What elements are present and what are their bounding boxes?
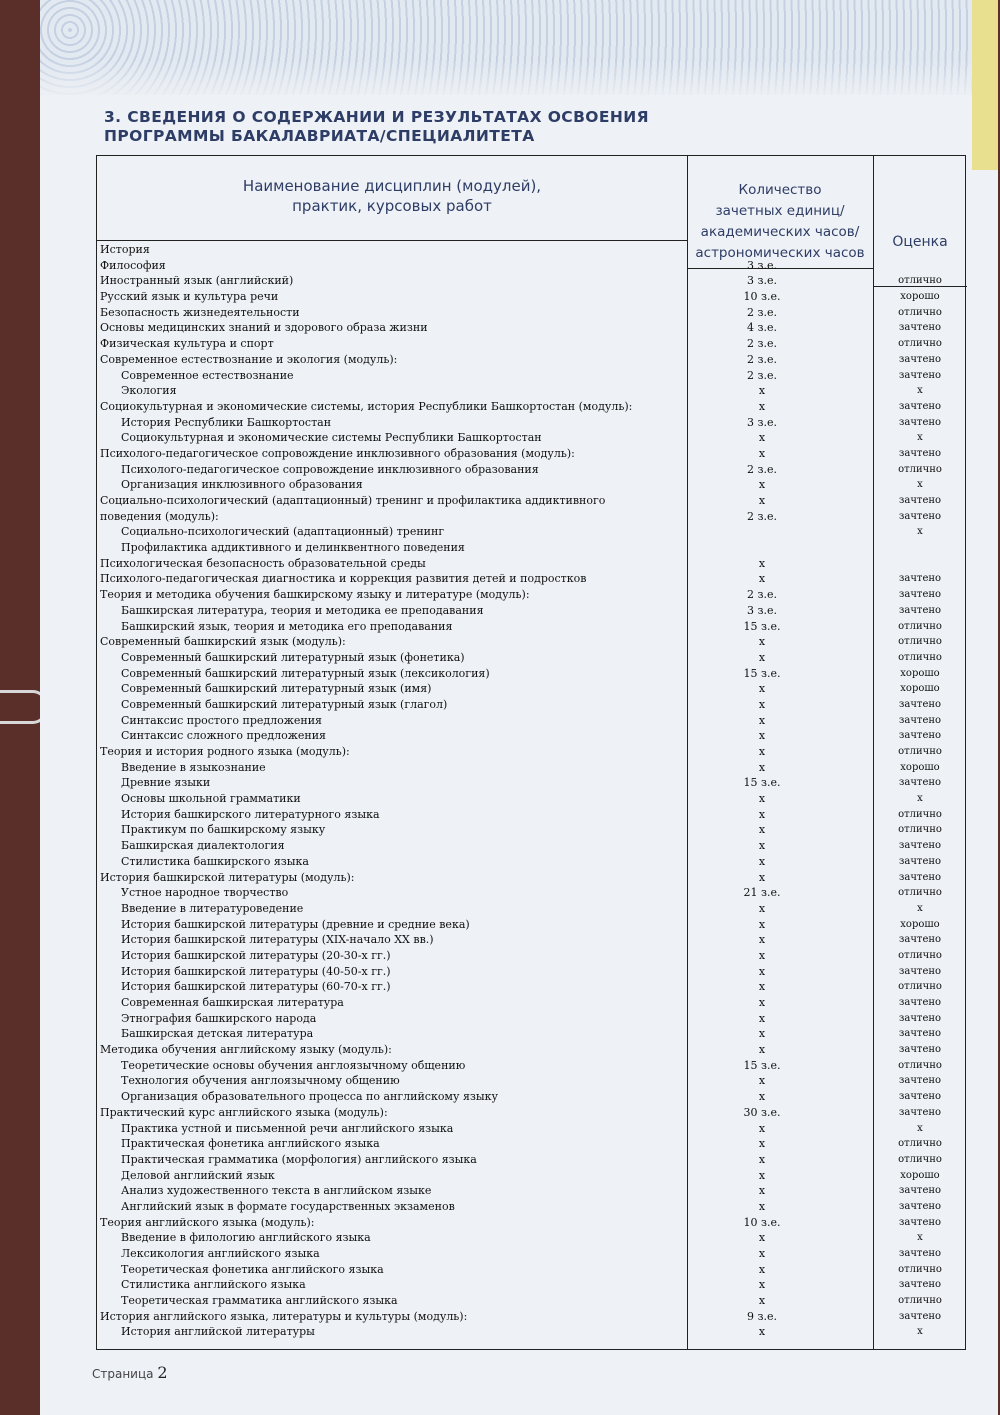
credits-cell: х [758, 807, 766, 821]
grade-cell: зачтено [898, 495, 942, 506]
table-row [97, 917, 967, 933]
credits-cell: 3 з.е. [747, 258, 777, 272]
discipline-name: Современный башкирский литературный язык (лексикология) [121, 666, 490, 680]
credits-cell: 9 з.е. [747, 1309, 777, 1323]
table-row [97, 1324, 967, 1340]
table-row [97, 462, 967, 478]
grade-cell: хорошо [900, 291, 940, 303]
table-row [97, 603, 967, 619]
credits-cell: х [758, 1152, 766, 1166]
discipline-name: Безопасность жизнедеятельности [100, 305, 300, 319]
table-row [97, 838, 967, 854]
credits-cell: х [758, 901, 766, 915]
discipline-name: Социально-психологический (адаптационный) тренинг и профилактика аддиктивного [100, 494, 606, 507]
credits-cell: х [758, 980, 766, 994]
table-row [97, 634, 967, 650]
discipline-name: Организация образовательного процесса по английскому языку [121, 1090, 499, 1104]
grade-cell: отлично [898, 275, 942, 287]
discipline-name: История башкирской литературы (XIX-начало XX вв.) [121, 933, 434, 947]
table-row [97, 1105, 967, 1121]
grade-cell: хорошо [900, 1169, 940, 1181]
grade-cell: зачтено [898, 1044, 942, 1056]
discipline-name: Анализ художественного текста в английском языке [121, 1184, 432, 1198]
credits-cell: х [758, 933, 766, 947]
grade-cell: х [917, 1232, 923, 1244]
grade-cell: х [917, 1326, 923, 1338]
discipline-name: Основы медицинских знаний и здорового образа жизни [100, 321, 428, 335]
grade-cell: зачтено [898, 1310, 942, 1322]
table-row [97, 791, 967, 807]
table-row [97, 1230, 967, 1246]
grade-cell: отлично [898, 981, 942, 993]
grade-cell: зачтено [898, 1216, 942, 1228]
discipline-name: История английского языка, литературы и культуры (модуль): [100, 1309, 468, 1323]
table-row [97, 430, 967, 446]
discipline-name: Стилистика английского языка [121, 1278, 306, 1292]
table-row [97, 728, 967, 744]
discipline-name: Методика обучения английскому языку (модуль): [100, 1043, 392, 1057]
grade-cell: зачтено [898, 573, 942, 585]
table-row [97, 509, 967, 525]
discipline-name: Психолого-педагогическое сопровождение инклюзивного образования (модуль): [100, 446, 575, 460]
page-label: Страница [92, 1367, 154, 1381]
grade-cell: хорошо [900, 667, 940, 679]
grade-cell: отлично [898, 1153, 942, 1165]
table-row [97, 368, 967, 384]
grade-cell: зачтено [898, 400, 942, 412]
credits-cell: 2 з.е. [747, 352, 777, 366]
table-row [97, 571, 967, 587]
table-row [97, 1073, 967, 1089]
table-row [97, 1199, 967, 1215]
grade-cell: отлично [898, 651, 942, 663]
credits-cell: х [758, 870, 766, 884]
grade-cell: зачтено [898, 322, 942, 334]
discipline-name: Современное естествознание [121, 368, 294, 382]
discipline-name: Современный башкирский литературный язык (фонетика) [121, 650, 465, 664]
discipline-name: Философия [100, 258, 166, 272]
table-row [97, 289, 967, 305]
discipline-name: Башкирский язык, теория и методика его преподавания [121, 619, 453, 633]
discipline-name: Основы школьной грамматики [121, 792, 301, 806]
table-row [97, 822, 967, 838]
credits-cell: 2 з.е. [747, 509, 777, 523]
grade-cell: зачтено [898, 714, 942, 726]
grade-cell: зачтено [898, 510, 942, 522]
grade-cell: хорошо [900, 761, 940, 773]
grade-cell: зачтено [898, 1091, 942, 1103]
credits-cell: х [758, 792, 766, 806]
grade-cell: отлично [898, 808, 942, 820]
discipline-name: Современный башкирский литературный язык (имя) [121, 682, 432, 696]
grade-cell: отлично [898, 463, 942, 475]
discipline-name: История английской литературы [121, 1325, 315, 1339]
grade-cell: отлично [898, 746, 942, 757]
grade-cell: отлично [898, 1138, 942, 1150]
table-row [97, 399, 967, 415]
discipline-name: Социокультурная и экономические системы, история Республики Башкортостан (модуль): [100, 399, 633, 413]
credits-cell: х [758, 1043, 766, 1057]
credits-cell: х [758, 1168, 766, 1182]
table-row [97, 1215, 967, 1231]
grade-cell: х [917, 526, 923, 538]
grade-cell: х [917, 385, 923, 397]
discipline-name: Теория и методика обучения башкирскому языку и литературе (модуль): [100, 588, 530, 602]
table-row [97, 446, 967, 462]
discipline-name: Экология [121, 384, 177, 398]
credits-cell: х [758, 399, 766, 413]
header-name-column: Наименование дисциплин (модулей), практик, курсовых работ [242, 177, 542, 215]
credits-cell: х [758, 1247, 766, 1260]
discipline-name: Английский язык в формате государственных экзаменов [121, 1199, 455, 1213]
discipline-name: Практика устной и письменной речи английского языка [121, 1121, 454, 1135]
table-row [97, 1277, 967, 1293]
credits-cell: х [758, 1090, 766, 1104]
discipline-name: Башкирская литература, теория и методика ее преподавания [121, 603, 484, 617]
section-title [104, 108, 804, 146]
grade-cell: зачтено [898, 604, 942, 616]
credits-cell: х [758, 1011, 766, 1025]
table-row [97, 1309, 967, 1325]
discipline-name: История башкирской литературы (модуль): [100, 870, 355, 884]
credits-cell: х [758, 839, 766, 853]
grade-cell: зачтено [898, 1106, 942, 1118]
table-row [97, 477, 967, 493]
discipline-name: Теоретическая фонетика английского языка [121, 1262, 384, 1276]
discipline-name: Современный башкирский язык (модуль): [100, 635, 346, 649]
discipline-name: Синтаксис сложного предложения [121, 729, 326, 743]
credits-cell: х [758, 384, 766, 398]
grade-cell: зачтено [898, 934, 942, 946]
grade-cell: зачтено [898, 416, 942, 428]
grade-cell: зачтено [898, 447, 942, 459]
discipline-name: Стилистика башкирского языка [121, 854, 309, 868]
grade-cell: зачтено [898, 1279, 942, 1291]
discipline-name: История башкирской литературы (древние и средние века) [121, 917, 470, 931]
table-row [97, 744, 967, 760]
credits-cell: 15 з.е. [743, 776, 781, 790]
table-row [97, 619, 967, 635]
table-row [97, 320, 967, 336]
section-title-line1: 3. СВЕДЕНИЯ О СОДЕРЖАНИИ И РЕЗУЛЬТАТАХ ОСВОЕНИЯ [104, 108, 649, 126]
table-row [97, 807, 967, 823]
grade-cell: х [917, 902, 923, 914]
discipline-name: Физическая культура и спорт [100, 337, 274, 351]
grade-cell: зачтено [898, 730, 942, 742]
grade-cell: отлично [898, 1059, 942, 1071]
table-row [97, 305, 967, 321]
credits-cell: 2 з.е. [747, 462, 777, 476]
table-row [97, 760, 967, 776]
discipline-name: История Республики Башкортостан [121, 415, 332, 429]
discipline-name: Теоретическая грамматика английского языка [121, 1294, 398, 1308]
discipline-name: Древние языки [121, 776, 211, 790]
grade-cell: зачтено [898, 353, 942, 365]
grade-cell: х [917, 1122, 923, 1134]
discipline-name: Иностранный язык (английский) [100, 274, 294, 288]
table-row [97, 1089, 967, 1105]
grade-cell: х [917, 432, 923, 444]
discipline-name: Синтаксис простого предложения [121, 713, 322, 727]
credits-cell: х [758, 1074, 766, 1088]
header-grade-column: Оценка [892, 234, 948, 250]
credits-cell: х [758, 1278, 766, 1292]
credits-cell: 15 з.е. [743, 619, 781, 633]
grade-cell: отлично [898, 306, 942, 318]
grade-cell: зачтено [898, 997, 942, 1008]
grade-cell: хорошо [900, 918, 940, 930]
table-row [97, 1183, 967, 1199]
section-title-line2: ПРОГРАММЫ БАКАЛАВРИАТА/СПЕЦИАЛИТЕТА [104, 127, 535, 145]
header-credits-column: Количество зачетных единиц/ академических часов/ астрономических часов [695, 182, 865, 261]
table-row [97, 273, 967, 289]
diploma-page [40, 0, 998, 1415]
disciplines-table [96, 155, 966, 1350]
discipline-name: Теоретические основы обучения англоязычному общению [121, 1058, 466, 1072]
page-number: 2 [157, 1363, 168, 1382]
credits-cell: х [758, 760, 766, 774]
credits-cell: х [758, 697, 766, 711]
discipline-name: Башкирская диалектология [121, 839, 285, 853]
credits-cell: х [758, 854, 766, 868]
credits-cell: х [758, 823, 766, 837]
table-row [97, 1168, 967, 1184]
discipline-name: Современная башкирская литература [121, 996, 344, 1009]
grade-cell: зачтено [898, 871, 942, 883]
credits-cell: х [758, 713, 766, 727]
discipline-name: Социокультурная и экономические системы Республики Башкортостан [121, 431, 542, 445]
table-row [97, 352, 967, 368]
credits-cell: 2 з.е. [747, 588, 777, 602]
discipline-name: Теория и история родного языка (модуль): [100, 745, 350, 758]
table-row [97, 1262, 967, 1278]
credits-cell: х [758, 1231, 766, 1245]
credits-cell: х [758, 1199, 766, 1213]
discipline-name: Введение в языкознание [121, 760, 266, 774]
credits-cell: х [758, 745, 766, 758]
discipline-name: Введение в филологию английского языка [121, 1231, 371, 1245]
credits-cell: х [758, 1027, 766, 1041]
grade-cell: зачтено [898, 1075, 942, 1087]
table-row [97, 901, 967, 917]
discipline-name: Русский язык и культура речи [100, 290, 279, 304]
credits-cell: х [758, 556, 766, 570]
table-body [97, 242, 967, 1340]
grade-cell: отлично [898, 338, 942, 350]
discipline-name: История башкирской литературы (20-30-х гг.) [121, 948, 391, 962]
grade-cell: зачтено [898, 777, 942, 789]
discipline-name: История башкирской литературы (40-50-х гг.) [121, 964, 391, 978]
credits-cell: х [758, 682, 766, 696]
grade-cell: зачтено [898, 698, 942, 710]
grade-cell: зачтено [898, 965, 942, 977]
grade-cell: зачтено [898, 1248, 942, 1259]
grade-cell: отлично [898, 887, 942, 899]
discipline-name: Этнография башкирского народа [121, 1011, 317, 1025]
table-row [97, 1058, 967, 1074]
discipline-name: Организация инклюзивного образования [121, 478, 363, 492]
sticky-note-edge [972, 0, 998, 170]
table-row [97, 1011, 967, 1027]
discipline-name: Профилактика аддиктивного и делинквентного поведения [121, 541, 465, 555]
grade-cell: отлично [898, 620, 942, 632]
discipline-name: Теория английского языка (модуль): [100, 1215, 315, 1229]
table-row [97, 1293, 967, 1309]
grade-cell: зачтено [898, 840, 942, 852]
table-row [97, 650, 967, 666]
grade-cell: отлично [898, 1263, 942, 1275]
credits-cell: 2 з.е. [747, 368, 777, 382]
credits-cell: х [758, 996, 766, 1009]
discipline-name: Психолого-педагогическое сопровождение инклюзивного образования [121, 462, 539, 476]
table-row [97, 964, 967, 980]
discipline-name: Лексикология английского языка [121, 1247, 320, 1260]
discipline-name: Социально-психологический (адаптационный) тренинг [121, 525, 445, 539]
credits-cell: х [758, 1262, 766, 1276]
discipline-name: Технология обучения англоязычному общению [121, 1074, 400, 1088]
discipline-name: Практическая фонетика английского языка [121, 1137, 380, 1151]
table-row [97, 681, 967, 697]
credits-cell: 15 з.е. [743, 666, 781, 680]
table-row [97, 932, 967, 948]
credits-cell: х [758, 431, 766, 445]
discipline-name: поведения (модуль): [100, 509, 219, 523]
discipline-name: Психолого-педагогическая диагностика и коррекция развития детей и подростков [100, 572, 587, 586]
page-footer [92, 1363, 168, 1382]
credits-cell: х [758, 729, 766, 743]
table-row [97, 885, 967, 901]
grade-cell: зачтено [898, 1185, 942, 1197]
table-row [97, 1026, 967, 1042]
credits-cell: х [758, 572, 766, 586]
grade-cell: х [917, 793, 923, 805]
credits-cell: х [758, 494, 766, 507]
table-row [97, 697, 967, 713]
table-row [97, 854, 967, 870]
discipline-name: Современное естествознание и экология (модуль): [100, 352, 398, 366]
credits-cell: х [758, 1121, 766, 1135]
table-row [97, 775, 967, 791]
grade-cell: зачтено [898, 589, 942, 601]
credits-cell: 4 з.е. [747, 321, 777, 335]
discipline-name: История башкирской литературы (60-70-х гг.) [121, 980, 391, 994]
credits-cell: х [758, 1325, 766, 1339]
discipline-name: Устное народное творчество [121, 886, 289, 900]
table-row [97, 587, 967, 603]
credits-cell: х [758, 1294, 766, 1308]
grade-cell: зачтено [898, 1200, 942, 1212]
credits-cell: х [758, 948, 766, 962]
grade-cell: зачтено [898, 1012, 942, 1024]
credits-cell: х [758, 478, 766, 492]
credits-cell: х [758, 1137, 766, 1151]
table-row [97, 258, 967, 274]
table-row [97, 556, 967, 572]
table-row [97, 1152, 967, 1168]
discipline-name: Практический курс английского языка (модуль): [100, 1105, 388, 1119]
credits-cell: х [758, 1184, 766, 1198]
discipline-name: Психологическая безопасность образовательной среды [100, 556, 426, 570]
table-row [97, 524, 967, 540]
table-row [97, 540, 967, 556]
credits-cell: 3 з.е. [747, 603, 777, 617]
table-row [97, 666, 967, 682]
credits-cell: 2 з.е. [747, 337, 777, 351]
discipline-name: История башкирского литературного языка [121, 807, 380, 821]
grade-cell: зачтено [898, 369, 942, 381]
table-row [97, 1121, 967, 1137]
grade-cell: зачтено [898, 855, 942, 867]
credits-cell: 3 з.е. [747, 274, 777, 288]
table-row [97, 336, 967, 352]
credits-cell: х [758, 650, 766, 664]
credits-cell: 10 з.е. [743, 290, 781, 304]
table-row [97, 242, 967, 258]
grade-cell: зачтено [898, 1028, 942, 1040]
discipline-name: Деловой английский язык [121, 1168, 275, 1182]
table-row [97, 493, 967, 509]
grade-cell: отлично [898, 824, 942, 836]
discipline-name: Введение в литературоведение [121, 901, 304, 915]
table-row [97, 948, 967, 964]
discipline-name: Практическая грамматика (морфология) английского языка [121, 1152, 477, 1166]
credits-cell: 3 з.е. [747, 415, 777, 429]
table-row [97, 415, 967, 431]
table-row [97, 1042, 967, 1058]
credits-cell: 2 з.е. [747, 305, 777, 319]
discipline-name: Башкирская детская литература [121, 1027, 314, 1041]
grade-cell: отлично [898, 949, 942, 961]
grade-cell: отлично [898, 1295, 942, 1307]
table-row [97, 713, 967, 729]
credits-cell: 10 з.е. [743, 1215, 781, 1229]
discipline-name: Практикум по башкирскому языку [121, 823, 326, 837]
table-row [97, 870, 967, 886]
grade-cell: х [917, 479, 923, 491]
table-row [97, 383, 967, 399]
table-row [97, 979, 967, 995]
credits-cell: 15 з.е. [743, 1058, 781, 1072]
credits-cell: 30 з.е. [743, 1105, 781, 1119]
credits-cell: х [758, 635, 766, 649]
credits-cell: х [758, 917, 766, 931]
table-row [97, 995, 967, 1011]
credits-cell: 21 з.е. [743, 886, 781, 900]
grade-cell: отлично [898, 636, 942, 648]
discipline-name: Современный башкирский литературный язык (глагол) [121, 697, 448, 711]
table-row [97, 1136, 967, 1152]
credits-cell: х [758, 964, 766, 978]
credits-cell: х [758, 446, 766, 460]
grade-cell: хорошо [900, 683, 940, 695]
discipline-name: История [100, 243, 150, 256]
table-row [97, 1246, 967, 1262]
